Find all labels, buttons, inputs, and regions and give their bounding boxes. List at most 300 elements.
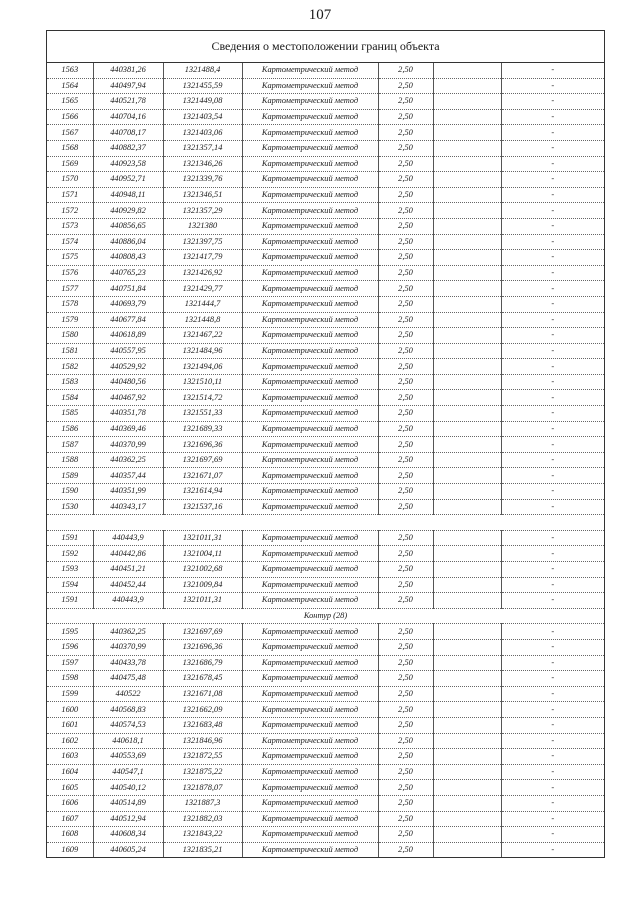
dash-cell: - xyxy=(501,312,604,328)
empty-cell xyxy=(433,218,501,234)
y-coordinate: 1321488,4 xyxy=(163,63,242,78)
dash-cell: - xyxy=(501,203,604,219)
empty-cell xyxy=(433,842,501,857)
empty-cell xyxy=(433,94,501,110)
dash-cell: - xyxy=(501,125,604,141)
method-cell: Картометрический метод xyxy=(242,374,378,390)
y-coordinate: 1321426,92 xyxy=(163,265,242,281)
table-row xyxy=(47,499,604,515)
empty-cell xyxy=(433,343,501,359)
empty-cell xyxy=(433,125,501,141)
table-row xyxy=(47,281,604,297)
dash-cell: - xyxy=(501,63,604,78)
separator-cell xyxy=(47,515,604,531)
x-coordinate: 440370,99 xyxy=(93,639,163,655)
precision-cell: 2,50 xyxy=(378,546,433,562)
x-coordinate: 440929,82 xyxy=(93,203,163,219)
empty-cell xyxy=(433,717,501,733)
empty-cell xyxy=(433,702,501,718)
dash-cell: - xyxy=(501,671,604,687)
method-cell: Картометрический метод xyxy=(242,187,378,203)
method-cell: Картометрический метод xyxy=(242,686,378,702)
precision-cell: 2,50 xyxy=(378,296,433,312)
dash-cell: - xyxy=(501,780,604,796)
dash-cell: - xyxy=(501,811,604,827)
table-row xyxy=(47,172,604,188)
table-row xyxy=(47,655,604,671)
y-coordinate: 1321614,94 xyxy=(163,484,242,500)
empty-cell xyxy=(433,593,501,609)
point-number: 1585 xyxy=(47,406,93,422)
dash-cell: - xyxy=(501,827,604,843)
method-cell: Картометрический метод xyxy=(242,593,378,609)
table-row xyxy=(47,530,604,546)
empty-cell xyxy=(433,671,501,687)
empty-cell xyxy=(433,562,501,578)
x-coordinate: 440574,53 xyxy=(93,717,163,733)
method-cell: Картометрический метод xyxy=(242,78,378,94)
x-coordinate: 440467,92 xyxy=(93,390,163,406)
method-cell: Картометрический метод xyxy=(242,530,378,546)
precision-cell: 2,50 xyxy=(378,374,433,390)
x-coordinate: 440540,12 xyxy=(93,780,163,796)
method-cell: Картометрический метод xyxy=(242,140,378,156)
dash-cell: - xyxy=(501,452,604,468)
method-cell: Картометрический метод xyxy=(242,218,378,234)
empty-cell xyxy=(433,234,501,250)
dash-cell: - xyxy=(501,421,604,437)
x-coordinate: 440608,34 xyxy=(93,827,163,843)
precision-cell: 2,50 xyxy=(378,94,433,110)
empty-cell xyxy=(433,359,501,375)
y-coordinate: 1321696,36 xyxy=(163,437,242,453)
method-cell: Картометрический метод xyxy=(242,109,378,125)
table-row xyxy=(47,156,604,172)
y-coordinate: 1321697,69 xyxy=(163,624,242,640)
table-row xyxy=(47,811,604,827)
y-coordinate: 1321011,31 xyxy=(163,530,242,546)
method-cell: Картометрический метод xyxy=(242,296,378,312)
method-cell: Картометрический метод xyxy=(242,328,378,344)
y-coordinate: 1321882,03 xyxy=(163,811,242,827)
x-coordinate: 440948,11 xyxy=(93,187,163,203)
x-coordinate: 440605,24 xyxy=(93,842,163,857)
page-number: 107 xyxy=(308,7,332,23)
precision-cell: 2,50 xyxy=(378,125,433,141)
dash-cell: - xyxy=(501,265,604,281)
dash-cell: - xyxy=(501,749,604,765)
empty-cell xyxy=(433,468,501,484)
method-cell: Картометрический метод xyxy=(242,312,378,328)
method-cell: Картометрический метод xyxy=(242,639,378,655)
method-cell: Картометрический метод xyxy=(242,343,378,359)
method-cell: Картометрический метод xyxy=(242,562,378,578)
x-coordinate: 440952,71 xyxy=(93,172,163,188)
precision-cell: 2,50 xyxy=(378,140,433,156)
point-number: 1574 xyxy=(47,234,93,250)
empty-cell xyxy=(433,546,501,562)
precision-cell: 2,50 xyxy=(378,842,433,857)
precision-cell: 2,50 xyxy=(378,156,433,172)
y-coordinate: 1321417,79 xyxy=(163,250,242,266)
point-number: 1577 xyxy=(47,281,93,297)
table-row xyxy=(47,764,604,780)
empty-cell xyxy=(433,437,501,453)
empty-cell xyxy=(433,686,501,702)
method-cell: Картометрический метод xyxy=(242,780,378,796)
table-row xyxy=(47,717,604,733)
precision-cell: 2,50 xyxy=(378,484,433,500)
x-coordinate: 440351,78 xyxy=(93,406,163,422)
precision-cell: 2,50 xyxy=(378,811,433,827)
precision-cell: 2,50 xyxy=(378,530,433,546)
method-cell: Картометрический метод xyxy=(242,468,378,484)
y-coordinate: 1321339,76 xyxy=(163,172,242,188)
precision-cell: 2,50 xyxy=(378,406,433,422)
dash-cell: - xyxy=(501,764,604,780)
empty-cell xyxy=(433,530,501,546)
x-coordinate: 440808,43 xyxy=(93,250,163,266)
method-cell: Картометрический метод xyxy=(242,749,378,765)
x-coordinate: 440708,17 xyxy=(93,125,163,141)
method-cell: Картометрический метод xyxy=(242,281,378,297)
table-row xyxy=(47,421,604,437)
y-coordinate: 1321697,69 xyxy=(163,452,242,468)
precision-cell: 2,50 xyxy=(378,203,433,219)
table-row xyxy=(47,468,604,484)
dash-cell: - xyxy=(501,593,604,609)
precision-cell: 2,50 xyxy=(378,437,433,453)
table-row xyxy=(47,780,604,796)
point-number: 1567 xyxy=(47,125,93,141)
point-number: 1569 xyxy=(47,156,93,172)
x-coordinate: 440433,78 xyxy=(93,655,163,671)
point-number: 1591 xyxy=(47,530,93,546)
dash-cell: - xyxy=(501,655,604,671)
precision-cell: 2,50 xyxy=(378,780,433,796)
dash-cell: - xyxy=(501,562,604,578)
coordinates-table xyxy=(46,30,605,858)
method-cell: Картометрический метод xyxy=(242,624,378,640)
dash-cell: - xyxy=(551,844,555,854)
table-row xyxy=(47,562,604,578)
point-number: 1587 xyxy=(47,437,93,453)
table-row xyxy=(47,78,604,94)
point-number: 1582 xyxy=(47,359,93,375)
table-row xyxy=(47,624,604,640)
dash-cell: - xyxy=(501,328,604,344)
x-coordinate: 440751,84 xyxy=(93,281,163,297)
method-cell: Картометрический метод xyxy=(242,655,378,671)
y-coordinate: 1321467,22 xyxy=(163,328,242,344)
y-coordinate: 1321448,8 xyxy=(163,312,242,328)
point-number: 1570 xyxy=(47,172,93,188)
method-cell: Картометрический метод xyxy=(242,827,378,843)
table-row xyxy=(47,702,604,718)
dash-cell: - xyxy=(501,639,604,655)
y-coordinate: 1321678,45 xyxy=(163,671,242,687)
table-row xyxy=(47,234,604,250)
point-number: 1589 xyxy=(47,468,93,484)
precision-cell: 2,50 xyxy=(378,577,433,593)
empty-cell xyxy=(433,250,501,266)
point-number: 1583 xyxy=(47,374,93,390)
method-cell: Картометрический метод xyxy=(242,203,378,219)
point-number: 1595 xyxy=(47,624,93,640)
precision-cell: 2,50 xyxy=(378,827,433,843)
contour-label: Контур (28) xyxy=(47,608,604,624)
method-cell: Картометрический метод xyxy=(242,499,378,515)
y-coordinate: 1321662,09 xyxy=(163,702,242,718)
y-coordinate: 1321449,08 xyxy=(163,94,242,110)
dash-cell: - xyxy=(501,296,604,312)
x-coordinate: 440693,79 xyxy=(93,296,163,312)
dash-cell: - xyxy=(501,530,604,546)
method-cell: Картометрический метод xyxy=(242,250,378,266)
dash-cell: - xyxy=(501,218,604,234)
empty-cell xyxy=(433,795,501,811)
point-number: 1566 xyxy=(47,109,93,125)
y-coordinate: 1321403,06 xyxy=(163,125,242,141)
point-number: 1592 xyxy=(47,546,93,562)
y-coordinate: 1321689,33 xyxy=(163,421,242,437)
x-coordinate: 440882,37 xyxy=(93,140,163,156)
table-row xyxy=(47,390,604,406)
precision-cell: 2,50 xyxy=(378,265,433,281)
y-coordinate: 1321484,96 xyxy=(163,343,242,359)
separator-row xyxy=(47,515,604,531)
x-coordinate: 440512,94 xyxy=(93,811,163,827)
dash-cell: - xyxy=(501,406,604,422)
dash-cell: - xyxy=(501,109,604,125)
x-coordinate: 440343,17 xyxy=(93,499,163,515)
method-cell: Картометрический метод xyxy=(242,437,378,453)
y-coordinate: 1321403,54 xyxy=(163,109,242,125)
point-number: 1606 xyxy=(47,795,93,811)
y-coordinate: 1321009,84 xyxy=(163,577,242,593)
point-number: 1605 xyxy=(47,780,93,796)
table-row xyxy=(47,733,604,749)
x-coordinate: 440497,94 xyxy=(93,78,163,94)
point-number: 1603 xyxy=(47,749,93,765)
x-coordinate: 440357,44 xyxy=(93,468,163,484)
empty-cell xyxy=(433,406,501,422)
table-row xyxy=(47,686,604,702)
y-coordinate: 1321357,29 xyxy=(163,203,242,219)
table-row xyxy=(47,296,604,312)
empty-cell xyxy=(433,281,501,297)
point-number: 1530 xyxy=(47,499,93,515)
precision-cell: 2,50 xyxy=(378,639,433,655)
dash-cell: - xyxy=(501,94,604,110)
y-coordinate: 1321872,55 xyxy=(163,749,242,765)
point-number: 1609 xyxy=(47,842,93,857)
precision-cell: 2,50 xyxy=(378,312,433,328)
method-cell: Картометрический метод xyxy=(242,125,378,141)
empty-cell xyxy=(433,639,501,655)
x-coordinate: 440475,48 xyxy=(93,671,163,687)
precision-cell: 2,50 xyxy=(378,281,433,297)
x-coordinate: 440443,9 xyxy=(93,530,163,546)
point-number: 1600 xyxy=(47,702,93,718)
table-row xyxy=(47,639,604,655)
method-cell: Картометрический метод xyxy=(242,546,378,562)
dash-cell: - xyxy=(501,686,604,702)
method-cell: Картометрический метод xyxy=(242,421,378,437)
precision-cell: 2,50 xyxy=(378,234,433,250)
method-cell: Картометрический метод xyxy=(242,717,378,733)
y-coordinate: 1321671,08 xyxy=(163,686,242,702)
precision-cell: 2,50 xyxy=(378,78,433,94)
x-coordinate: 440351,99 xyxy=(93,484,163,500)
precision-cell: 2,50 xyxy=(378,562,433,578)
y-coordinate: 1321002,68 xyxy=(163,562,242,578)
dash-cell: - xyxy=(501,281,604,297)
y-coordinate: 1321846,96 xyxy=(163,733,242,749)
x-coordinate: 440452,44 xyxy=(93,577,163,593)
x-coordinate: 440521,78 xyxy=(93,94,163,110)
y-coordinate: 1321011,31 xyxy=(163,593,242,609)
point-number: 1588 xyxy=(47,452,93,468)
x-coordinate: 440618,89 xyxy=(93,328,163,344)
empty-cell xyxy=(433,312,501,328)
point-number: 1601 xyxy=(47,717,93,733)
empty-cell xyxy=(433,390,501,406)
precision-cell: 2,50 xyxy=(378,218,433,234)
point-number: 1608 xyxy=(47,827,93,843)
empty-cell xyxy=(433,655,501,671)
method-cell: Картометрический метод xyxy=(242,63,378,78)
y-coordinate: 1321671,07 xyxy=(163,468,242,484)
y-coordinate: 1321357,14 xyxy=(163,140,242,156)
method-cell: Картометрический метод xyxy=(242,234,378,250)
empty-cell xyxy=(433,172,501,188)
x-coordinate: 440362,25 xyxy=(93,452,163,468)
table-row xyxy=(47,63,604,78)
x-coordinate: 440923,58 xyxy=(93,156,163,172)
point-number: 1594 xyxy=(47,577,93,593)
table-row xyxy=(47,406,604,422)
precision-cell: 2,50 xyxy=(378,686,433,702)
coordinates-grid xyxy=(47,63,604,857)
table-row xyxy=(47,437,604,453)
empty-cell xyxy=(433,109,501,125)
x-coordinate: 440765,23 xyxy=(93,265,163,281)
dash-cell: - xyxy=(501,702,604,718)
empty-cell xyxy=(433,484,501,500)
y-coordinate: 1321380 xyxy=(163,218,242,234)
precision-cell: 2,50 xyxy=(378,702,433,718)
method-cell: Картометрический метод xyxy=(242,94,378,110)
dash-cell: - xyxy=(501,624,604,640)
precision-cell: 2,50 xyxy=(378,593,433,609)
precision-cell: 2,50 xyxy=(378,63,433,78)
method-cell: Картометрический метод xyxy=(242,842,378,857)
y-coordinate: 1321514,72 xyxy=(163,390,242,406)
table-row xyxy=(47,203,604,219)
point-number: 1584 xyxy=(47,390,93,406)
empty-cell xyxy=(433,328,501,344)
precision-cell: 2,50 xyxy=(378,655,433,671)
dash-cell: - xyxy=(501,374,604,390)
table-row xyxy=(47,109,604,125)
dash-cell: - xyxy=(501,437,604,453)
method-cell: Картометрический метод xyxy=(242,702,378,718)
point-number: 1578 xyxy=(47,296,93,312)
x-coordinate: 440451,21 xyxy=(93,562,163,578)
table-row xyxy=(47,343,604,359)
dash-cell: - xyxy=(501,343,604,359)
dash-cell: - xyxy=(501,359,604,375)
method-cell: Картометрический метод xyxy=(242,359,378,375)
method-cell: Картометрический метод xyxy=(242,577,378,593)
x-coordinate: 440370,99 xyxy=(93,437,163,453)
method-cell: Картометрический метод xyxy=(242,156,378,172)
point-number: 1564 xyxy=(47,78,93,94)
table-row xyxy=(47,312,604,328)
x-coordinate: 440369,46 xyxy=(93,421,163,437)
point-number: 1597 xyxy=(47,655,93,671)
table-row xyxy=(47,827,604,843)
method-cell: Картометрический метод xyxy=(242,811,378,827)
method-cell: Картометрический метод xyxy=(242,265,378,281)
empty-cell xyxy=(433,749,501,765)
table-row xyxy=(47,546,604,562)
point-number: 1575 xyxy=(47,250,93,266)
precision-cell: 2,50 xyxy=(378,328,433,344)
x-coordinate: 440514,89 xyxy=(93,795,163,811)
empty-cell xyxy=(433,733,501,749)
x-coordinate: 440442,86 xyxy=(93,546,163,562)
table-row xyxy=(47,218,604,234)
x-coordinate: 440557,95 xyxy=(93,343,163,359)
y-coordinate: 1321683,48 xyxy=(163,717,242,733)
empty-cell xyxy=(433,452,501,468)
dash-cell: - xyxy=(501,733,604,749)
empty-cell xyxy=(433,811,501,827)
y-coordinate: 1321455,59 xyxy=(163,78,242,94)
x-coordinate: 440553,69 xyxy=(93,749,163,765)
y-coordinate: 1321346,51 xyxy=(163,187,242,203)
precision-cell: 2,50 xyxy=(378,343,433,359)
table-row xyxy=(47,577,604,593)
dash-cell: - xyxy=(501,717,604,733)
precision-cell: 2,50 xyxy=(378,421,433,437)
precision-cell: 2,50 xyxy=(378,359,433,375)
point-number: 1599 xyxy=(47,686,93,702)
precision-cell: 2,50 xyxy=(378,795,433,811)
method-cell: Картометрический метод xyxy=(242,795,378,811)
point-number: 1602 xyxy=(47,733,93,749)
point-number: 1565 xyxy=(47,94,93,110)
point-number: 1596 xyxy=(47,639,93,655)
x-coordinate: 440443,9 xyxy=(93,593,163,609)
dash-cell: - xyxy=(501,78,604,94)
point-number: 1568 xyxy=(47,140,93,156)
point-number: 1590 xyxy=(47,484,93,500)
table-row xyxy=(47,328,604,344)
empty-cell xyxy=(433,499,501,515)
method-cell: Картометрический метод xyxy=(242,452,378,468)
x-coordinate: 440856,65 xyxy=(93,218,163,234)
empty-cell xyxy=(433,78,501,94)
precision-cell: 2,50 xyxy=(378,764,433,780)
method-cell: Картометрический метод xyxy=(242,671,378,687)
table-row xyxy=(47,671,604,687)
y-coordinate: 1321686,79 xyxy=(163,655,242,671)
method-cell: Картометрический метод xyxy=(242,733,378,749)
dash-cell: - xyxy=(501,546,604,562)
